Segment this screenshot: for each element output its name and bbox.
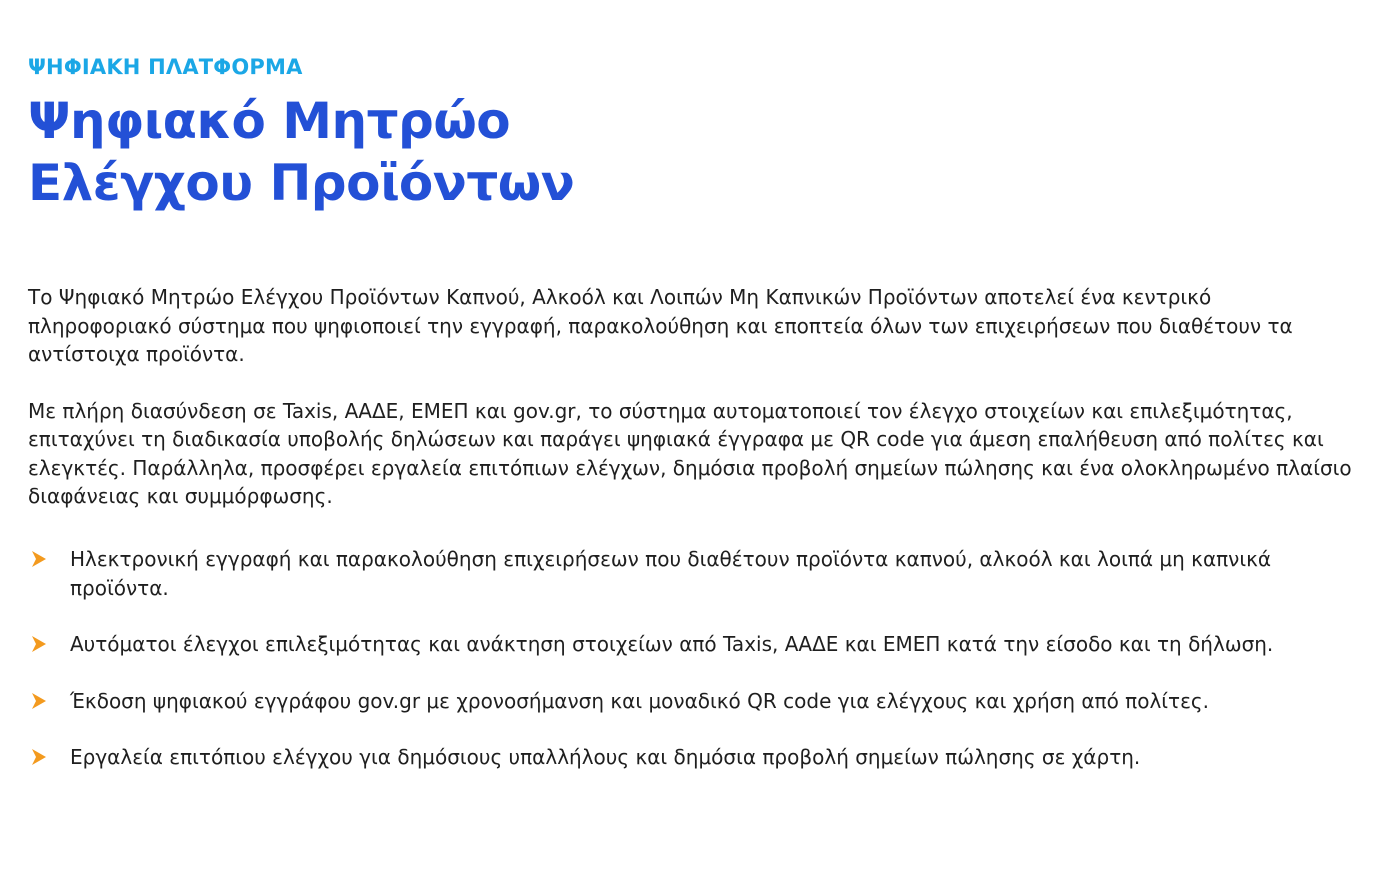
intro-paragraph-1: Το Ψηφιακό Μητρώο Ελέγχου Προϊόντων Καπνού, Αλκοόλ και Λοιπών Μη Καπνικών Προϊόντων αποτελεί ένα κεντρικό πληροφοριακό σύστημα που ψηφιοποιεί την εγγραφή, παρακολούθηση και εποπτεία όλων των επιχειρήσεων που διαθέτουν τα αντίστοιχα προϊόντα. bbox=[28, 285, 1293, 366]
feature-list-item bbox=[28, 687, 1368, 716]
chevron-right-icon bbox=[30, 635, 48, 653]
feature-list-item bbox=[28, 630, 1368, 659]
chevron-right-icon bbox=[30, 748, 48, 766]
page-title-line-1: Ψηφιακό Μητρώο bbox=[28, 92, 511, 150]
eyebrow-label: ΨΗΦΙΑΚΗ ΠΛΑΤΦΟΡΜΑ bbox=[28, 55, 303, 79]
page-title bbox=[28, 90, 574, 214]
feature-list-item bbox=[28, 743, 1368, 772]
page-title-line-2: Ελέγχου Προϊόντων bbox=[28, 154, 575, 212]
feature-list-item bbox=[28, 545, 1368, 602]
feature-text: Έκδοση ψηφιακού εγγράφου gov.gr με χρονοσήμανση και μοναδικό QR code για ελέγχους και χρήση από πολίτες. bbox=[70, 688, 1210, 713]
chevron-right-icon bbox=[30, 550, 48, 568]
intro-paragraph-2: Με πλήρη διασύνδεση σε Taxis, ΑΑΔΕ, ΕΜΕΠ και gov.gr, το σύστημα αυτοματοποιεί τον έλεγχο στοιχείων και επιλεξιμότητας, επιταχύνει τη διαδικασία υποβολής δηλώσεων και παράγει ψηφιακά έγγραφα με QR code για άμεση επαλήθευση από πολίτες και ελεγκτές. Παράλληλα, προσφέρει εργαλεία επιτόπιων ελέγχων, δημόσια προβολή σημείων πώλησης και ένα ολοκληρωμένο πλαίσιο διαφάνειας και συμμόρφωσης. bbox=[28, 398, 1352, 508]
feature-text: Εργαλεία επιτόπιου ελέγχου για δημόσιους υπαλλήλους και δημόσια προβολή σημείων πώλησης σε χάρτη. bbox=[70, 745, 1141, 769]
intro-section bbox=[28, 283, 1358, 511]
feature-text: Ηλεκτρονική εγγραφή και παρακολούθηση επιχειρήσεων που διαθέτουν προϊόντα καπνού, αλκοόλ και λοιπά μη καπνικά προϊόντα. bbox=[70, 547, 1272, 600]
chevron-right-icon bbox=[30, 692, 48, 710]
feature-list bbox=[28, 545, 1368, 800]
feature-text: Αυτόματοι έλεγχοι επιλεξιμότητας και ανάκτηση στοιχείων από Taxis, ΑΑΔΕ και ΕΜΕΠ κατά την είσοδο και τη δήλωση. bbox=[70, 632, 1274, 656]
